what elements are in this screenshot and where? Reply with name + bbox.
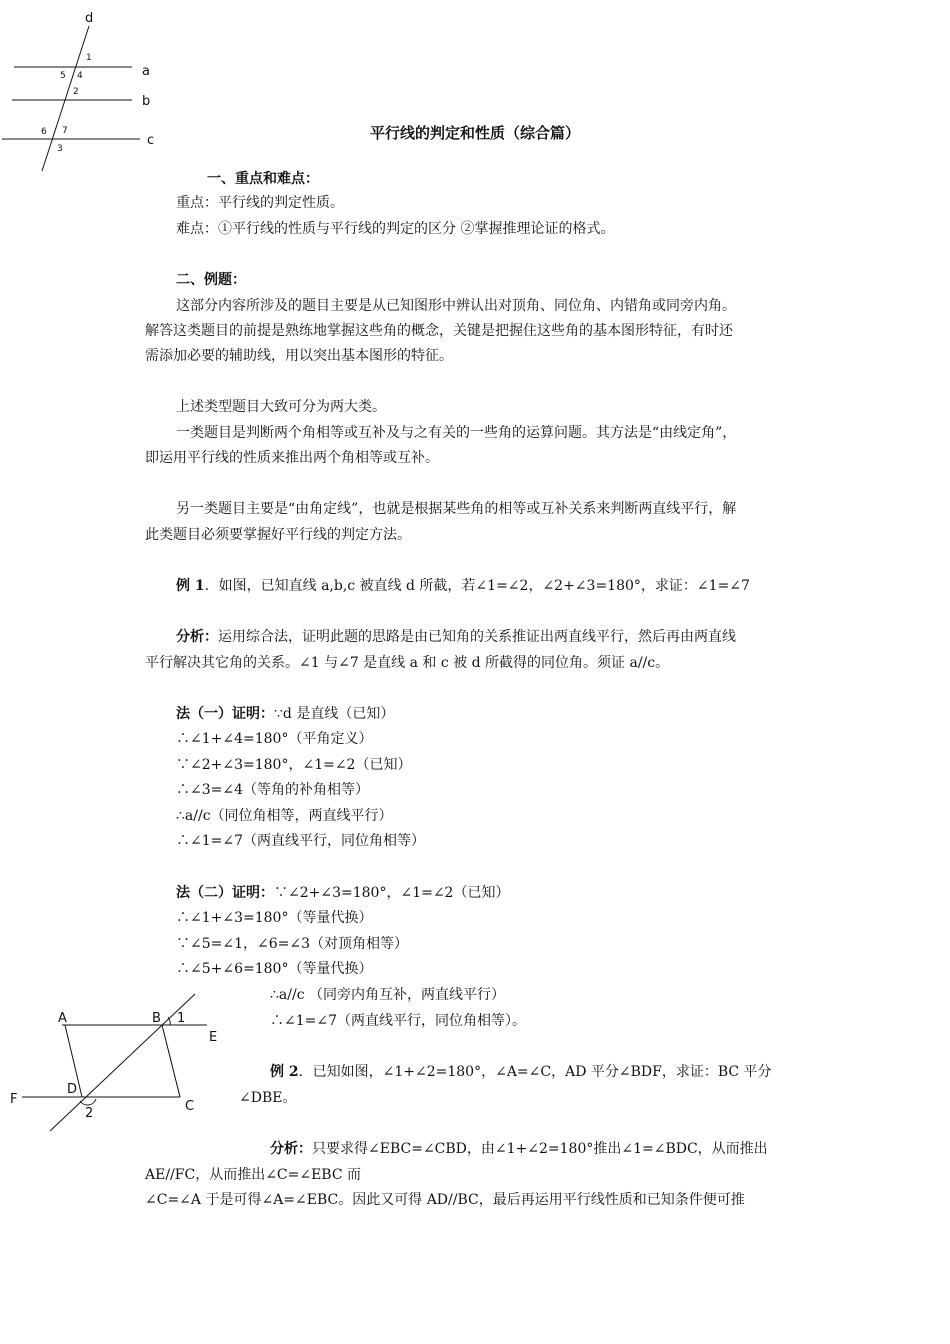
angle-label-7: 7 — [62, 126, 68, 136]
paragraph-1-line-3: 需添加必要的辅助线，用以突出基本图形的特征。 — [145, 348, 453, 364]
label-F: F — [10, 1092, 18, 1107]
example-1 — [176, 576, 750, 596]
angle-label-5: 5 — [60, 71, 66, 81]
example-1-analysis-line-1 — [176, 627, 736, 647]
angle-label-1: 1 — [177, 1011, 186, 1026]
page-title: 平行线的判定和性质（综合篇） — [369, 124, 580, 142]
label-c: c — [147, 133, 155, 148]
example-2-analysis-line-1 — [270, 1139, 768, 1159]
example-2-analysis-line-3: ∠C=∠A 于是可得∠A=∠EBC。因此又可得 AD//BC，最后再运用平行线性质和已知条件便可推 — [145, 1192, 745, 1208]
method-2-step: ∴∠5+∠6=180°（等量代换） — [176, 961, 373, 977]
label-A: A — [58, 1011, 67, 1026]
label-B: B — [152, 1011, 161, 1026]
angle-label-2: 2 — [73, 87, 79, 97]
example-1-label: 例 1 — [176, 578, 205, 594]
label-E: E — [209, 1030, 218, 1045]
section-1-heading: 一、重点和难点： — [207, 171, 319, 187]
label-d: d — [85, 11, 94, 26]
method-1-step: ∴∠3=∠4（等角的补角相等） — [176, 782, 370, 798]
method-2-first: ∵∠2+∠3=180°，∠1=∠2（已知） — [274, 885, 510, 901]
example-1-analysis-line-2: 平行解决其它角的关系。∠1 与∠7 是直线 a 和 c 被 d 所截得的同位角。须证 a//c。 — [145, 655, 670, 671]
label-b: b — [142, 94, 151, 109]
label-C: C — [185, 1099, 195, 1114]
example-1-text: ．如图，已知直线 a,b,c 被直线 d 所截，若∠1=∠2，∠2+∠3=180°，求证：∠1=∠7 — [204, 578, 750, 594]
paragraph-4-line-2: 此类题目必须要掌握好平行线的判定方法。 — [145, 527, 411, 543]
angle-label-4: 4 — [77, 71, 83, 81]
method-2-label: 法（二）证明： — [176, 885, 274, 901]
analysis-label: 分析： — [270, 1141, 312, 1157]
example-2-analysis-line-2: AE//FC，从而推出∠C=∠EBC 而 — [145, 1167, 362, 1183]
paragraph-3-line-2: 即运用平行线的性质来推出两个角相等或互补。 — [145, 450, 439, 466]
paragraph-1-line-1: 这部分内容所涉及的题目主要是从已知图形中辨认出对顶角、同位角、内错角或同旁内角。 — [176, 298, 736, 314]
paragraph-3-line-1: 一类题目是判断两个角相等或互补及与之有关的一些角的运算问题。其方法是“由线定角”， — [176, 425, 737, 441]
example-2-label: 例 2 — [270, 1064, 299, 1080]
example-2-text: ．已知如图，∠1+∠2=180°，∠A=∠C，AD 平分∠BDF，求证：BC 平分 — [298, 1064, 772, 1080]
label-a: a — [142, 64, 150, 79]
figure-quadrilateral — [0, 985, 240, 1145]
line-d — [42, 26, 89, 171]
method-1-step: ∴∠1+∠4=180°（平角定义） — [176, 731, 373, 747]
paragraph-2: 上述类型题目大致可分为两大类。 — [176, 399, 386, 415]
method-2-step: ∴a//c （同旁内角互补，两直线平行） — [270, 987, 505, 1003]
method-1-step: ∴∠1=∠7（两直线平行，同位角相等） — [176, 833, 426, 849]
method-2-line-1 — [176, 883, 509, 903]
method-1-step: ∵∠2+∠3=180°，∠1=∠2（已知） — [176, 757, 412, 773]
paragraph-4-line-1: 另一类题目主要是“由角定线”，也就是根据某些角的相等或互补关系来判断两直线平行，解 — [176, 501, 737, 517]
method-1-label: 法（一）证明： — [176, 706, 274, 722]
line-BC — [162, 1025, 180, 1097]
difficulty-point: 难点：①平行线的性质与平行线的判定的区分 ②掌握推理论证的格式。 — [176, 221, 615, 237]
figure-parallel-lines — [0, 0, 170, 180]
method-1-line-1 — [176, 704, 394, 724]
angle-label-3: 3 — [57, 144, 63, 154]
label-D: D — [67, 1082, 78, 1097]
key-point: 重点：平行线的判定性质。 — [176, 195, 344, 211]
example-2-line-2: ∠DBE。 — [239, 1090, 297, 1106]
analysis-text: 运用综合法，证明此题的思路是由已知角的关系推证出两直线平行，然后再由两直线 — [218, 629, 736, 645]
angle-label-6: 6 — [41, 127, 47, 137]
analysis-text: 只要求得∠EBC=∠CBD，由∠1+∠2=180°推出∠1=∠BDC，从而推出 — [312, 1141, 768, 1157]
method-2-step: ∴∠1=∠7（两直线平行，同位角相等）。 — [270, 1013, 527, 1029]
method-2-step: ∴∠1+∠3=180°（等量代换） — [176, 910, 373, 926]
method-1-first: ∵d 是直线（已知） — [274, 706, 395, 722]
line-transversal — [50, 994, 195, 1131]
method-1-step: ∴a//c（同位角相等，两直线平行） — [176, 808, 393, 824]
example-2-line-1 — [270, 1062, 772, 1082]
angle-label-2: 2 — [85, 1106, 94, 1121]
section-2-heading: 二、例题： — [176, 272, 246, 288]
method-2-step: ∵∠5=∠1，∠6=∠3（对顶角相等） — [176, 936, 409, 952]
paragraph-1-line-2: 解答这类题目的前提是熟练地掌握这些角的概念，关键是把握住这些角的基本图形特征，有时还 — [145, 323, 733, 339]
angle-label-1: 1 — [86, 53, 92, 63]
analysis-label: 分析： — [176, 629, 218, 645]
